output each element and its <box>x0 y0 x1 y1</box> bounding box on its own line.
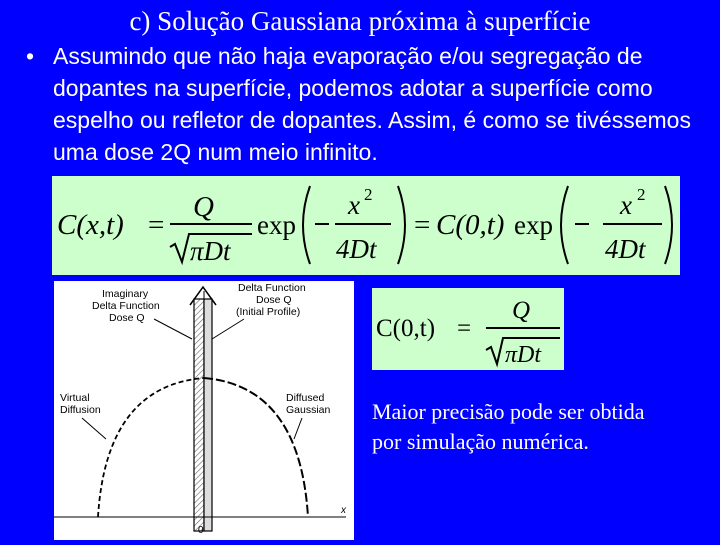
delta-function-label-line1: Delta Function <box>238 282 306 294</box>
delta-function-label-line3: (Initial Profile) <box>236 306 301 318</box>
virtual-diffusion-curve <box>98 378 204 517</box>
equation-lhs: C(0,t) <box>376 315 436 342</box>
note-line-2: por simulação numérica. <box>372 429 589 454</box>
equation-lhs: C(x,t) <box>57 209 124 241</box>
diffused-gaussian-pointer <box>294 418 302 439</box>
delta-function-pointer <box>212 319 244 339</box>
fraction-denominator: πDt <box>190 236 231 266</box>
axis-x-label: x <box>341 505 346 516</box>
exponent-power: 2 <box>364 185 373 204</box>
delta-spike-real <box>204 299 212 531</box>
right-paren-icon <box>398 186 405 264</box>
equals-sign: = <box>148 209 165 241</box>
imaginary-delta-label-line1: Imaginary <box>102 288 149 300</box>
exponent-numerator: x <box>620 190 632 220</box>
gaussian-equation <box>52 176 680 275</box>
virtual-diffusion-pointer <box>82 418 106 439</box>
delta-spike <box>194 299 204 531</box>
left-paren-icon <box>303 186 310 264</box>
diffused-gaussian-label-line1: Diffused <box>286 392 325 404</box>
left-paren-icon <box>561 186 568 264</box>
axis-origin-label: 0 <box>198 525 204 536</box>
fraction-numerator: Q <box>512 297 531 324</box>
bullet-item <box>26 40 696 168</box>
exponent-power: 2 <box>637 185 646 204</box>
bullet-text: Assumindo que não haja evaporação e/ou segregação de dopantes na superfície, podemos adotar a superfície como espelho ou refletor de dopantes. Assim, é como se tivéssemos uma dose 2Q num meio infinito. <box>53 43 691 165</box>
exponent-numerator: x <box>348 190 360 220</box>
fraction-numerator: Q <box>193 191 214 223</box>
virtual-diffusion-label-line2: Diffusion <box>60 404 101 416</box>
exponent-denominator: 4Dt <box>336 234 377 264</box>
diffused-gaussian-label-line2: Gaussian <box>286 404 331 416</box>
fraction-denominator: πDt <box>505 342 542 368</box>
equation-rhs-function: C(0,t) <box>436 209 505 241</box>
slide-title: c) Solução Gaussiana próxima à superfície <box>129 6 591 36</box>
imaginary-delta-pointer <box>154 319 192 339</box>
right-paren-icon <box>665 186 672 264</box>
exp-label-2: exp <box>514 210 553 240</box>
diffusion-diagram <box>54 281 354 540</box>
exp-label: exp <box>257 210 296 240</box>
exponent-denominator: 4Dt <box>605 234 646 264</box>
note-line-1: Maior precisão pode ser obtida <box>372 399 645 424</box>
imaginary-delta-label-line3: Dose Q <box>109 312 145 324</box>
surface-concentration-equation <box>372 288 564 370</box>
imaginary-delta-label-line2: Delta Function <box>92 300 160 312</box>
equals-sign: = <box>457 315 472 342</box>
bullet-symbol: • <box>26 43 35 69</box>
equals-sign-2: = <box>414 209 431 241</box>
numerical-simulation-note <box>372 397 717 457</box>
virtual-diffusion-label-line1: Virtual <box>60 392 90 404</box>
delta-function-label-line2: Dose Q <box>256 294 292 306</box>
